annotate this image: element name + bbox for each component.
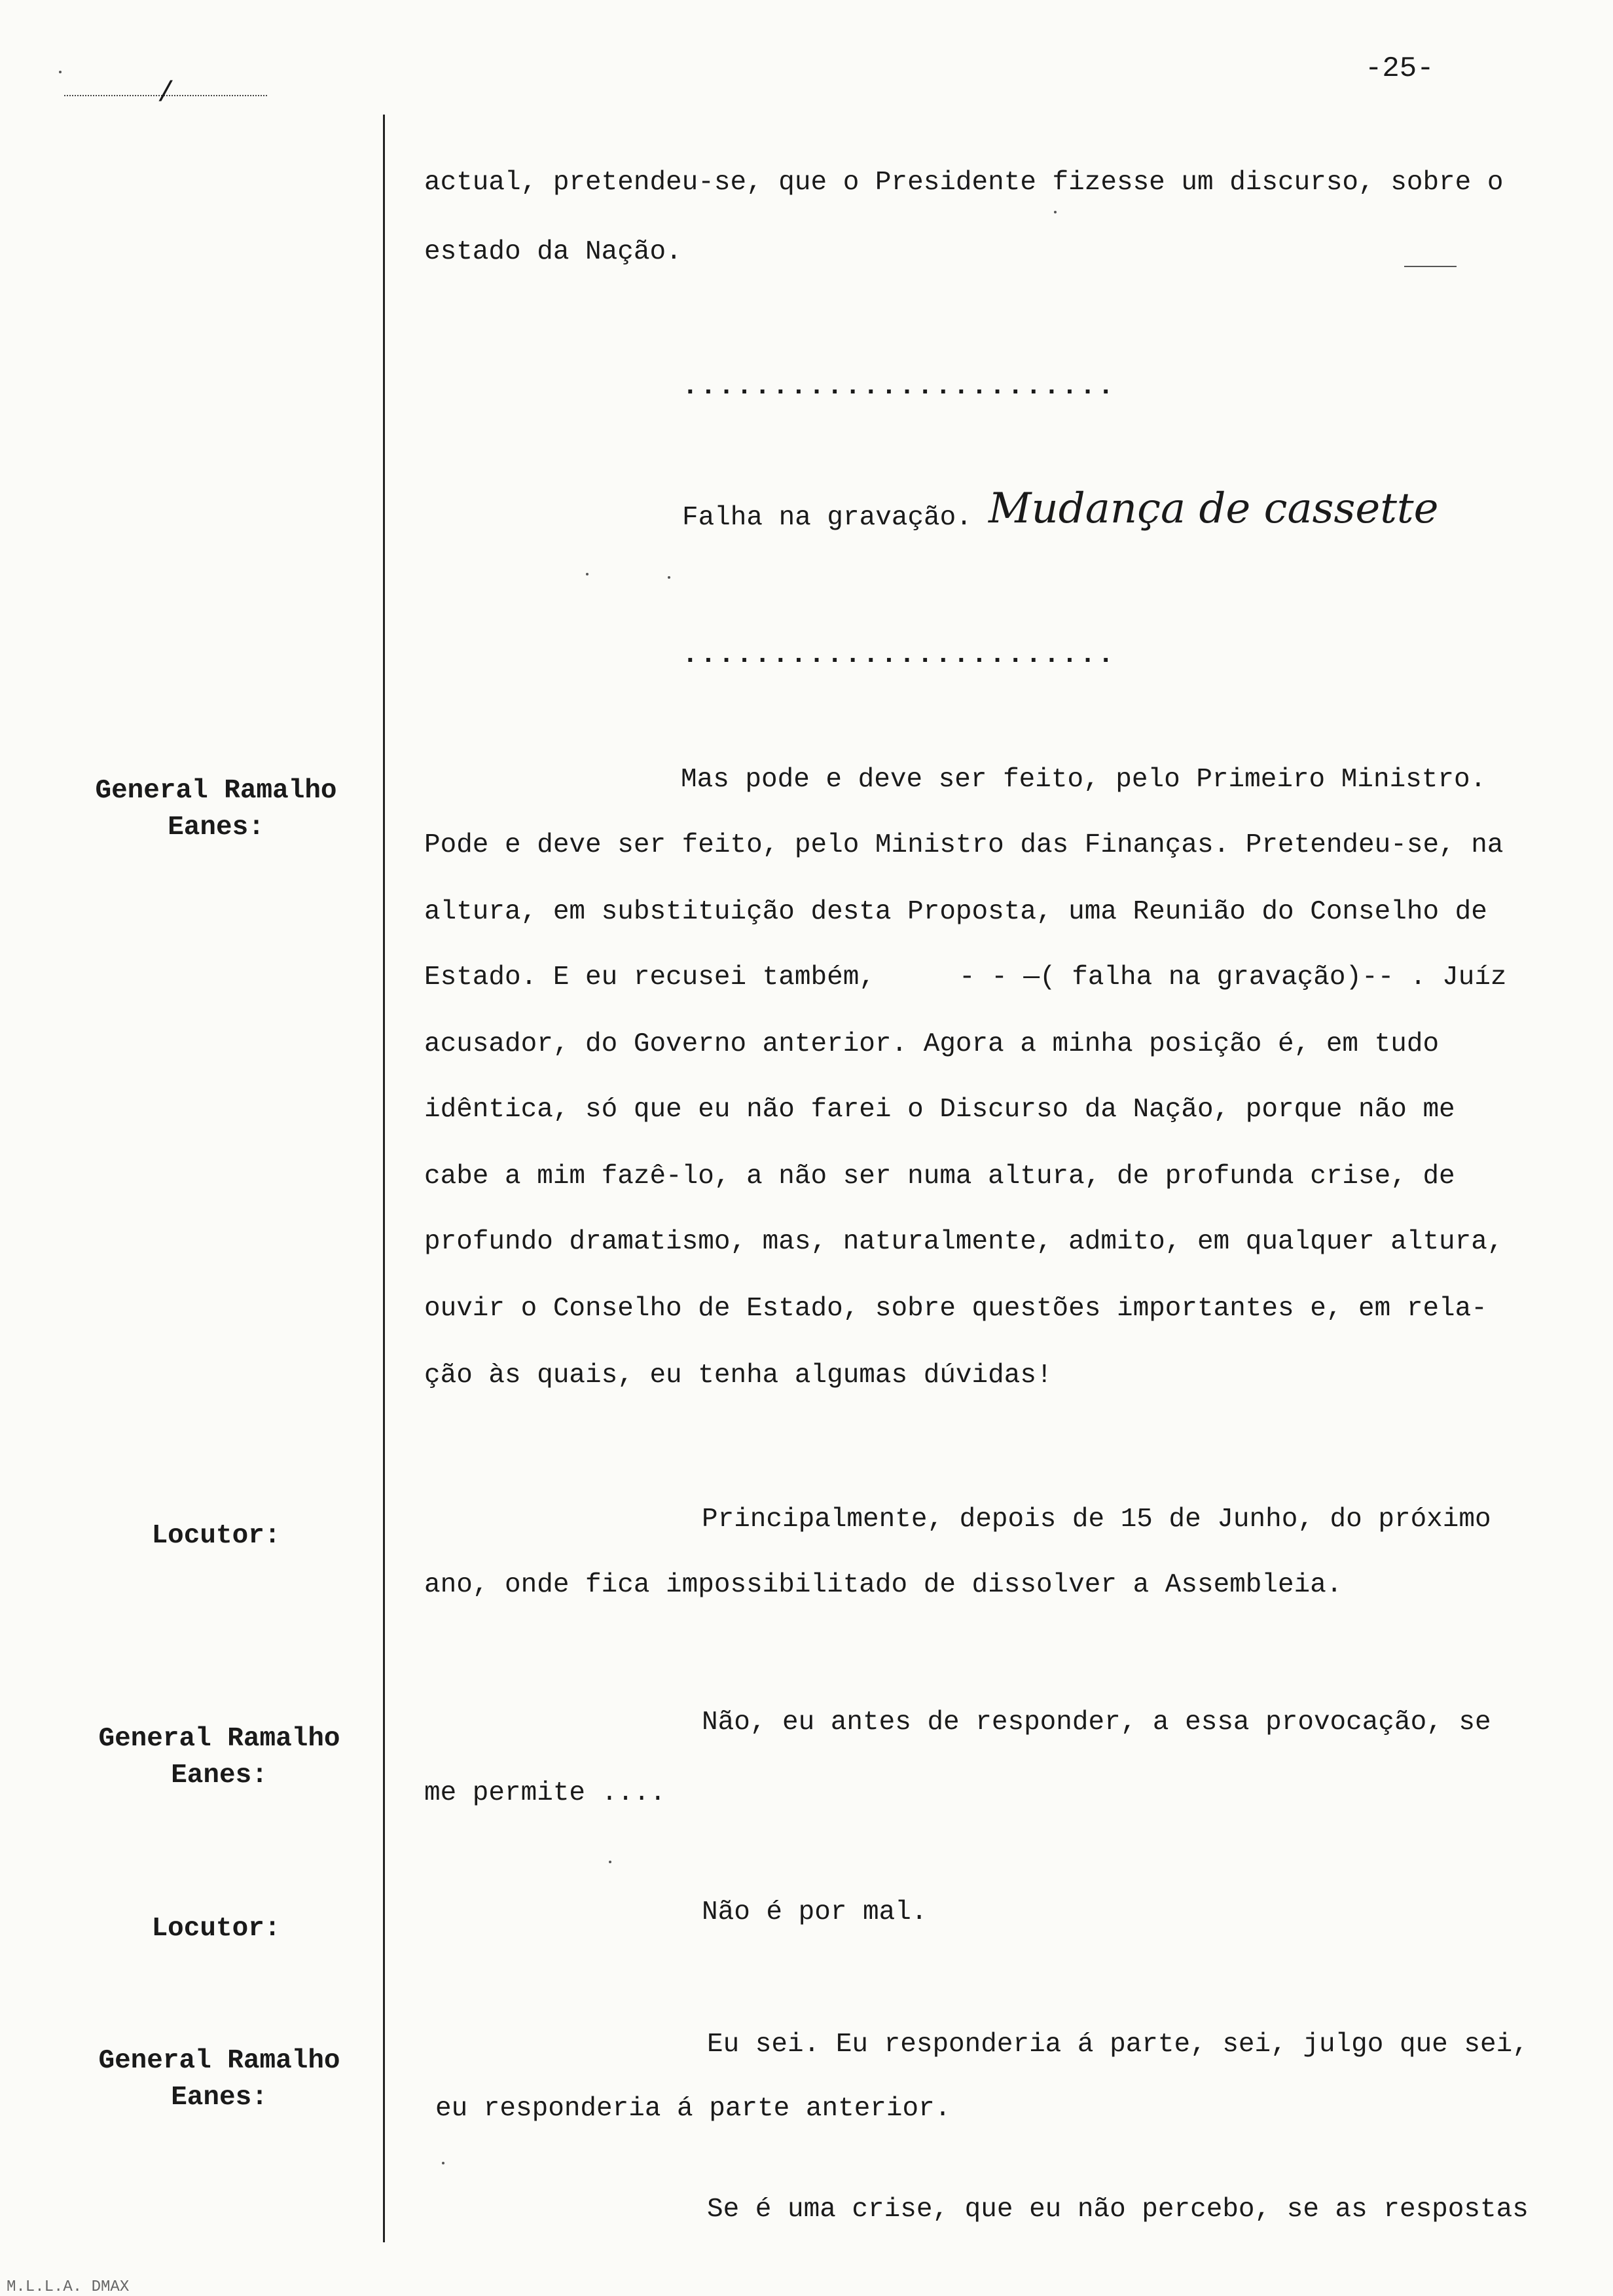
speaker-name: Locutor: [151, 1914, 281, 1944]
scan-speck [609, 1861, 611, 1863]
text-line: ano, onde fica impossibilitado de dissolver a Assembleia. [424, 1570, 1343, 1600]
margin-reference-slash: / [157, 77, 175, 110]
speaker-name-cont: Eanes: [171, 2083, 268, 2113]
text-line: profundo dramatismo, mas, naturalmente, admito, em qualquer altura, [424, 1227, 1504, 1257]
text-line: me permite .... [424, 1778, 666, 1808]
text-line: Eu sei. Eu responderia á parte, sei, julgo que sei, [707, 2030, 1529, 2060]
handwritten-note: Mudança de cassette [988, 484, 1439, 533]
speaker-name-cont: Eanes: [168, 812, 264, 843]
text-line: ção às quais, eu tenha algumas dúvidas! [424, 1360, 1053, 1391]
speaker-label [72, 1518, 360, 1554]
scan-speck [586, 573, 589, 575]
separator-dots: ........................ [682, 640, 1116, 670]
scan-speck [59, 71, 62, 73]
speaker-label [75, 1721, 363, 1794]
speaker-name-cont: Eanes: [171, 1760, 268, 1791]
scan-mark [1404, 266, 1457, 267]
page-number: -25- [1365, 52, 1434, 85]
scan-speck [668, 576, 670, 579]
text-line: Não, eu antes de responder, a essa provocação, se [702, 1707, 1491, 1738]
speaker-name: General Ramalho [98, 1724, 340, 1754]
text-line: ouvir o Conselho de Estado, sobre questões importantes e, em rela- [424, 1294, 1487, 1324]
speaker-label [72, 773, 360, 846]
text-line: Se é uma crise, que eu não percebo, se as respostas [707, 2195, 1529, 2225]
text-line: altura, em substituição desta Proposta, uma Reunião do Conselho de [424, 897, 1487, 927]
text-line: acusador, do Governo anterior. Agora a minha posição é, em tudo [424, 1029, 1440, 1059]
margin-divider-line [383, 115, 385, 2242]
text-line: Não é por mal. [702, 1897, 928, 1927]
gap-note: Falha na gravação. [682, 503, 972, 533]
text-line: eu responderia á parte anterior. [435, 2094, 951, 2124]
text-line: estado da Nação. [424, 237, 682, 267]
text-line: Estado. E eu recusei também, [424, 962, 875, 993]
footer-mark: M.L.L.A. DMAX [7, 2278, 130, 2296]
speaker-label [72, 1910, 360, 1947]
scan-speck [442, 2162, 444, 2164]
speaker-label [75, 2043, 363, 2116]
speaker-name: Locutor: [151, 1521, 281, 1551]
scan-speck [1054, 211, 1057, 213]
speaker-name: General Ramalho [98, 2046, 340, 2076]
speaker-name: General Ramalho [95, 776, 337, 806]
text-line: actual, pretendeu-se, que o Presidente fizesse um discurso, sobre o [424, 168, 1504, 198]
text-line: idêntica, só que eu não farei o Discurso da Nação, porque não me [424, 1095, 1455, 1125]
text-line: cabe a mim fazê-lo, a não ser numa altura, de profunda crise, de [424, 1161, 1455, 1192]
text-line: Principalmente, depois de 15 de Junho, do próximo [702, 1504, 1491, 1535]
text-line: - - —( falha na gravação)-- . Juíz [959, 962, 1507, 993]
text-line: Mas pode e deve ser feito, pelo Primeiro Ministro. [681, 765, 1487, 795]
text-line: Pode e deve ser feito, pelo Ministro das Finanças. Pretendeu-se, na [424, 830, 1504, 860]
separator-dots: ........................ [682, 372, 1116, 402]
